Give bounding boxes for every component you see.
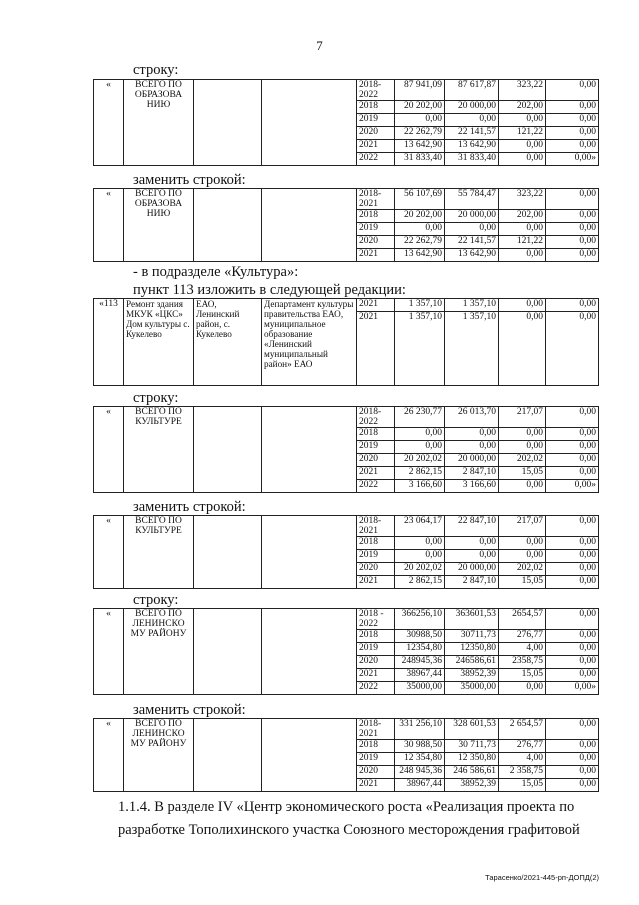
amount-cell: 0,00	[546, 576, 599, 589]
object-name: Ремонт здания МКУК «ЦКС» Дом культуры с. Кукелево	[124, 299, 194, 386]
amount-cell: 0,00	[499, 550, 546, 563]
period-cell: 2021	[357, 779, 395, 792]
label-stroku: строку:	[133, 62, 179, 78]
amount-cell: 12350,80	[445, 643, 499, 656]
amount-cell: 0,00	[546, 441, 599, 454]
amount-cell: 2654,57	[499, 609, 546, 630]
amount-cell: 35000,00	[395, 682, 445, 695]
empty-cell	[194, 516, 262, 589]
amount-cell: 35000,00	[445, 682, 499, 695]
amount-cell: 22 141,57	[445, 127, 499, 140]
total-name: ВСЕГО ПО ЛЕНИНСКО МУ РАЙОНУ	[124, 719, 194, 792]
amount-cell: 30711,73	[445, 630, 499, 643]
period-cell: 2019	[357, 550, 395, 563]
amount-cell: 0,00	[499, 537, 546, 550]
table-row	[94, 189, 599, 210]
amount-cell: 0,00	[499, 114, 546, 127]
amount-cell: 0,00	[546, 656, 599, 669]
amount-cell: 12 350,80	[445, 753, 499, 766]
total-name: ВСЕГО ПО КУЛЬТУРЕ	[124, 407, 194, 493]
amount-cell: 0,00	[546, 630, 599, 643]
period-cell: 2018-2021	[357, 189, 395, 210]
amount-cell: 13 642,90	[395, 140, 445, 153]
amount-cell: 202,02	[499, 454, 546, 467]
amount-cell: 2 654,57	[499, 719, 546, 740]
amount-cell: 0,00	[546, 223, 599, 236]
amount-cell: 248 945,36	[395, 766, 445, 779]
amount-cell: 30 988,50	[395, 740, 445, 753]
period-cell: 2018	[357, 537, 395, 550]
period-cell: 2022	[357, 480, 395, 493]
page-number: 7	[316, 38, 323, 53]
amount-cell: 0,00	[546, 210, 599, 223]
amount-cell: 0,00	[546, 299, 599, 312]
culture-total-table-old	[93, 406, 599, 493]
amount-cell: 20 000,00	[445, 101, 499, 114]
amount-cell: 0,00	[546, 428, 599, 441]
footer-doc-id: Тарасенко/2021-445-рп-ДОПД(2)	[485, 873, 599, 882]
amount-cell: 2 847,10	[445, 576, 499, 589]
amount-cell: 12354,80	[395, 643, 445, 656]
total-name: ВСЕГО ПО ОБРАЗОВА НИЮ	[124, 189, 194, 262]
paragraph-1-1-4: 1.1.4. В разделе IV «Центр экономического роста «Реализация проекта по разработке Тополихинского участка Союзного месторождения графитовой	[118, 799, 580, 838]
amount-cell: 0,00	[395, 428, 445, 441]
amount-cell: 2 862,15	[395, 467, 445, 480]
amount-cell: 0,00	[546, 236, 599, 249]
amount-cell: 0,00	[499, 153, 546, 166]
amount-cell: 202,00	[499, 101, 546, 114]
amount-cell: 363601,53	[445, 609, 499, 630]
amount-cell: 0,00	[546, 127, 599, 140]
amount-cell: 87 941,09	[395, 80, 445, 101]
amount-cell: 4,00	[499, 643, 546, 656]
period-cell: 2018-2021	[357, 719, 395, 740]
label-zamenit: заменить строкой:	[133, 172, 246, 188]
amount-cell: 0,00	[546, 516, 599, 537]
amount-cell: 38952,39	[445, 779, 499, 792]
period-cell: 2020	[357, 563, 395, 576]
education-total-table-old	[93, 79, 599, 166]
amount-cell: 0,00	[546, 550, 599, 563]
amount-cell: 26 230,77	[395, 407, 445, 428]
period-cell: 2018	[357, 210, 395, 223]
amount-cell: 15,05	[499, 669, 546, 682]
empty-cell	[194, 189, 262, 262]
table-row	[94, 719, 599, 740]
empty-cell	[194, 80, 262, 166]
amount-cell: 323,22	[499, 80, 546, 101]
amount-cell: 0,00	[546, 766, 599, 779]
amount-cell: 323,22	[499, 189, 546, 210]
amount-cell: 3 166,60	[395, 480, 445, 493]
table-row	[94, 609, 599, 630]
amount-cell: 331 256,10	[395, 719, 445, 740]
amount-cell: 0,00	[546, 249, 599, 262]
amount-cell: 0,00	[395, 223, 445, 236]
period-cell: 2020	[357, 454, 395, 467]
period-cell: 2019	[357, 643, 395, 656]
amount-cell: 4,00	[499, 753, 546, 766]
amount-cell: 328 601,53	[445, 719, 499, 740]
amount-cell: 0,00»	[546, 153, 599, 166]
amount-cell: 0,00	[499, 480, 546, 493]
amount-cell: 0,00»	[546, 480, 599, 493]
label-zamenit: заменить строкой:	[133, 499, 246, 515]
amount-cell: 0,00	[546, 779, 599, 792]
amount-cell: 0,00	[546, 753, 599, 766]
amount-cell: 0,00	[546, 537, 599, 550]
period-cell: 2021	[357, 576, 395, 589]
amount-cell: 20 202,00	[395, 101, 445, 114]
amount-cell: 121,22	[499, 127, 546, 140]
amount-cell: 0,00	[445, 441, 499, 454]
label-zamenit: заменить строкой:	[133, 702, 246, 718]
amount-cell: 0,00	[499, 140, 546, 153]
amount-cell: 0,00	[546, 467, 599, 480]
quote-mark: «	[94, 609, 124, 695]
amount-cell: 20 202,02	[395, 563, 445, 576]
amount-cell: 2 358,75	[499, 766, 546, 779]
amount-cell: 121,22	[499, 236, 546, 249]
amount-cell: 2 847,10	[445, 467, 499, 480]
amount-cell: 15,05	[499, 576, 546, 589]
amount-cell: 13 642,90	[445, 249, 499, 262]
amount-cell: 87 617,87	[445, 80, 499, 101]
amount-cell: 20 000,00	[445, 454, 499, 467]
amount-cell: 31 833,40	[445, 153, 499, 166]
amount-cell: 20 202,00	[395, 210, 445, 223]
amount-cell: 202,02	[499, 563, 546, 576]
amount-cell: 248945,36	[395, 656, 445, 669]
amount-cell: 0,00	[499, 682, 546, 695]
amount-cell: 3 166,60	[445, 480, 499, 493]
amount-cell: 30988,50	[395, 630, 445, 643]
amount-cell: 2 862,15	[395, 576, 445, 589]
period-cell: 2020	[357, 236, 395, 249]
amount-cell: 0,00	[546, 140, 599, 153]
amount-cell: 276,77	[499, 630, 546, 643]
amount-cell: 0,00	[395, 550, 445, 563]
empty-cell	[262, 719, 357, 792]
amount-cell: 20 202,02	[395, 454, 445, 467]
amount-cell: 366256,10	[395, 609, 445, 630]
period-cell: 2020	[357, 656, 395, 669]
empty-cell	[262, 609, 357, 695]
amount-cell: 0,00	[546, 101, 599, 114]
total-name: ВСЕГО ПО ЛЕНИНСКО МУ РАЙОНУ	[124, 609, 194, 695]
label-stroku: строку:	[133, 592, 179, 608]
amount-cell: 0,00	[546, 189, 599, 210]
amount-cell: 0,00	[546, 80, 599, 101]
amount-cell: 0,00	[499, 312, 546, 386]
amount-cell: 2358,75	[499, 656, 546, 669]
amount-cell: 56 107,69	[395, 189, 445, 210]
amount-cell: 30 711,73	[445, 740, 499, 753]
amount-cell: 55 784,47	[445, 189, 499, 210]
amount-cell: 22 847,10	[445, 516, 499, 537]
period-cell: 2018	[357, 740, 395, 753]
empty-cell	[194, 719, 262, 792]
location: ЕАО, Ленинский район, с. Кукелево	[194, 299, 262, 386]
total-name: ВСЕГО ПО КУЛЬТУРЕ	[124, 516, 194, 589]
amount-cell: 0,00	[546, 312, 599, 386]
amount-cell: 0,00	[395, 114, 445, 127]
amount-cell: 246586,61	[445, 656, 499, 669]
amount-cell: 0,00	[395, 537, 445, 550]
amount-cell: 20 000,00	[445, 563, 499, 576]
amount-cell: 31 833,40	[395, 153, 445, 166]
amount-cell: 38952,39	[445, 669, 499, 682]
period-cell: 2018	[357, 630, 395, 643]
amount-cell: 246 586,61	[445, 766, 499, 779]
empty-cell	[262, 407, 357, 493]
amount-cell: 12 354,80	[395, 753, 445, 766]
label-subsection-culture: - в подразделе «Культура»:	[133, 264, 299, 280]
table-row	[94, 516, 599, 537]
amount-cell: 26 013,70	[445, 407, 499, 428]
amount-cell: 0,00	[546, 740, 599, 753]
amount-cell: 13 642,90	[395, 249, 445, 262]
table-row	[94, 299, 599, 312]
amount-cell: 38967,44	[395, 779, 445, 792]
period-cell: 2021	[357, 669, 395, 682]
amount-cell: 0,00	[499, 441, 546, 454]
empty-cell	[194, 609, 262, 695]
amount-cell: 0,00»	[546, 682, 599, 695]
amount-cell: 0,00	[546, 719, 599, 740]
amount-cell: 20 000,00	[445, 210, 499, 223]
period-cell: 2018-2022	[357, 80, 395, 101]
period-cell: 2021	[357, 140, 395, 153]
amount-cell: 22 262,79	[395, 236, 445, 249]
period-cell: 2018-2022	[357, 407, 395, 428]
amount-cell: 15,05	[499, 467, 546, 480]
culture-total-table-new	[93, 515, 599, 589]
quote-mark: «	[94, 80, 124, 166]
leninsky-total-table-new	[93, 718, 599, 792]
education-total-table-new	[93, 188, 599, 262]
quote-mark: «	[94, 719, 124, 792]
period-cell: 2021	[357, 312, 395, 386]
amount-cell: 0,00	[395, 441, 445, 454]
table-row	[94, 80, 599, 101]
amount-cell: 1 357,10	[445, 312, 499, 386]
amount-cell: 0,00	[546, 454, 599, 467]
amount-cell: 22 141,57	[445, 236, 499, 249]
leninsky-total-table-old	[93, 608, 599, 695]
period-cell: 2019	[357, 114, 395, 127]
amount-cell: 0,00	[445, 537, 499, 550]
amount-cell: 0,00	[546, 114, 599, 127]
amount-cell: 13 642,90	[445, 140, 499, 153]
amount-cell: 0,00	[546, 609, 599, 630]
period-cell: 2018-2021	[357, 516, 395, 537]
amount-cell: 0,00	[546, 407, 599, 428]
amount-cell: 23 064,17	[395, 516, 445, 537]
period-cell: 2021	[357, 249, 395, 262]
amount-cell: 0,00	[445, 550, 499, 563]
period-cell: 2022	[357, 153, 395, 166]
amount-cell: 1 357,10	[445, 299, 499, 312]
period-cell: 2018	[357, 101, 395, 114]
amount-cell: 0,00	[546, 563, 599, 576]
amount-cell: 217,07	[499, 516, 546, 537]
empty-cell	[262, 189, 357, 262]
empty-cell	[262, 516, 357, 589]
period-cell: 2021	[357, 299, 395, 312]
period-cell: 2020	[357, 127, 395, 140]
amount-cell: 38967,44	[395, 669, 445, 682]
period-cell: 2019	[357, 753, 395, 766]
amount-cell: 0,00	[445, 223, 499, 236]
amount-cell: 202,00	[499, 210, 546, 223]
amount-cell: 1 357,10	[395, 299, 445, 312]
amount-cell: 22 262,79	[395, 127, 445, 140]
period-cell: 2020	[357, 766, 395, 779]
amount-cell: 1 357,10	[395, 312, 445, 386]
total-name: ВСЕГО ПО ОБРАЗОВА НИЮ	[124, 80, 194, 166]
amount-cell: 217,07	[499, 407, 546, 428]
amount-cell: 0,00	[499, 299, 546, 312]
amount-cell: 0,00	[546, 669, 599, 682]
item-113-table	[93, 298, 599, 386]
amount-cell: 15,05	[499, 779, 546, 792]
item-number: «113	[94, 299, 124, 386]
executor: Департамент культуры правительства ЕАО, муниципальное образование «Ленинский муниципальный район» ЕАО	[262, 299, 357, 386]
amount-cell: 0,00	[445, 114, 499, 127]
quote-mark: «	[94, 189, 124, 262]
amount-cell: 0,00	[445, 428, 499, 441]
quote-mark: «	[94, 407, 124, 493]
period-cell: 2018	[357, 428, 395, 441]
label-item-113: пункт 113 изложить в следующей редакции:	[133, 282, 406, 298]
label-stroku: строку:	[133, 390, 179, 406]
table-row	[94, 407, 599, 428]
period-cell: 2019	[357, 441, 395, 454]
quote-mark: «	[94, 516, 124, 589]
period-cell: 2018 - 2022	[357, 609, 395, 630]
amount-cell: 0,00	[546, 643, 599, 656]
amount-cell: 276,77	[499, 740, 546, 753]
amount-cell: 0,00	[499, 223, 546, 236]
period-cell: 2022	[357, 682, 395, 695]
empty-cell	[194, 407, 262, 493]
amount-cell: 0,00	[499, 428, 546, 441]
period-cell: 2021	[357, 467, 395, 480]
amount-cell: 0,00	[499, 249, 546, 262]
period-cell: 2019	[357, 223, 395, 236]
empty-cell	[262, 80, 357, 166]
